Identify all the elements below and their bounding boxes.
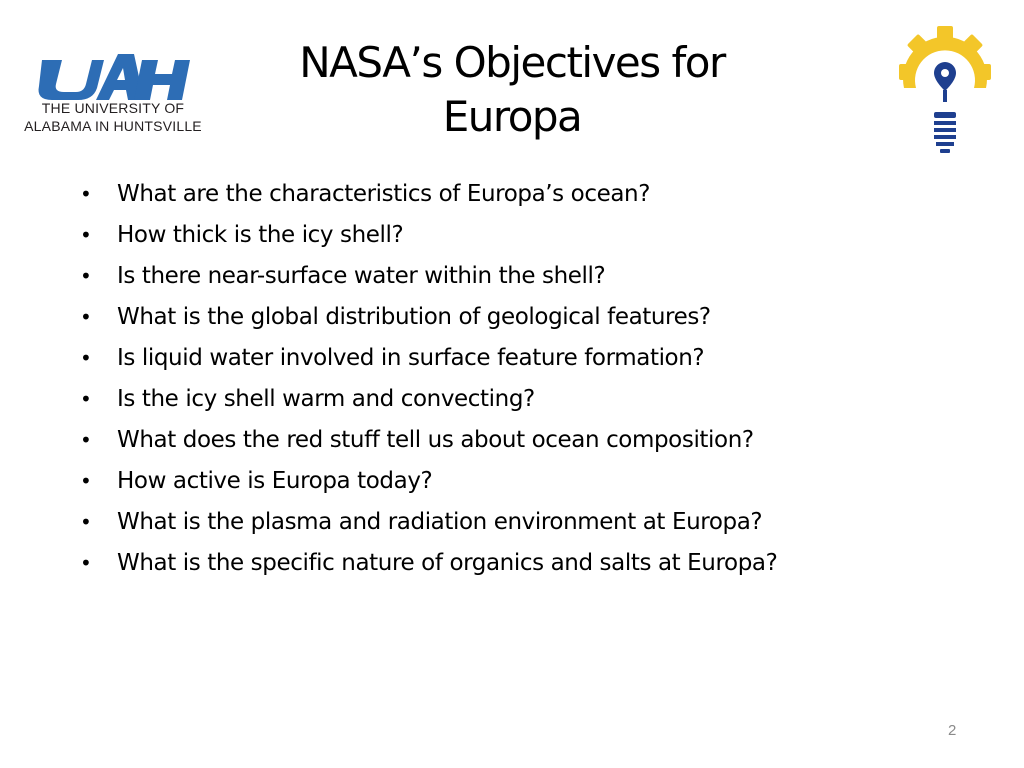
page-number: 2 [948, 722, 957, 739]
gear-lightbulb-icon [890, 24, 1000, 156]
bullet-dot: • [80, 223, 92, 247]
bullet-dot: • [80, 182, 92, 206]
list-item [74, 420, 974, 461]
list-item [74, 256, 974, 297]
bullet-list [74, 174, 974, 584]
bullet-dot: • [80, 264, 92, 288]
bullet-dot: • [80, 305, 92, 329]
bullet-dot: • [80, 387, 92, 411]
bullet-text: Is there near-surface water within the shell? [117, 263, 606, 289]
title-line-2: Europa [442, 92, 582, 141]
list-item [74, 379, 974, 420]
bullet-dot: • [80, 346, 92, 370]
bullet-text: What is the global distribution of geological features? [117, 304, 711, 330]
list-item [74, 215, 974, 256]
list-item [74, 174, 974, 215]
list-item [74, 461, 974, 502]
bullet-dot: • [80, 469, 92, 493]
list-item [74, 338, 974, 379]
slide-title [240, 36, 784, 144]
bullet-text: Is the icy shell warm and convecting? [117, 386, 535, 412]
logo-line-1: THE UNIVERSITY OF [41, 100, 185, 116]
list-item [74, 543, 974, 584]
title-line-1: NASA’s Objectives for [299, 38, 725, 87]
logo-line-2: ALABAMA IN HUNTSVILLE [24, 118, 202, 134]
bullet-text: What is the plasma and radiation environment at Europa? [117, 509, 763, 535]
bullet-dot: • [80, 428, 92, 452]
list-item [74, 297, 974, 338]
bullet-dot: • [80, 551, 92, 575]
bullet-text: What is the specific nature of organics and salts at Europa? [117, 550, 778, 576]
bullet-text: How thick is the icy shell? [117, 222, 404, 248]
bullet-text: What are the characteristics of Europa’s ocean? [117, 181, 651, 207]
list-item [74, 502, 974, 543]
uah-mark-icon [34, 50, 194, 102]
bullet-dot: • [80, 510, 92, 534]
bullet-text: How active is Europa today? [117, 468, 433, 494]
bullet-text: What does the red stuff tell us about ocean composition? [117, 427, 754, 453]
bullet-text: Is liquid water involved in surface feature formation? [117, 345, 705, 371]
university-logo [8, 44, 218, 136]
